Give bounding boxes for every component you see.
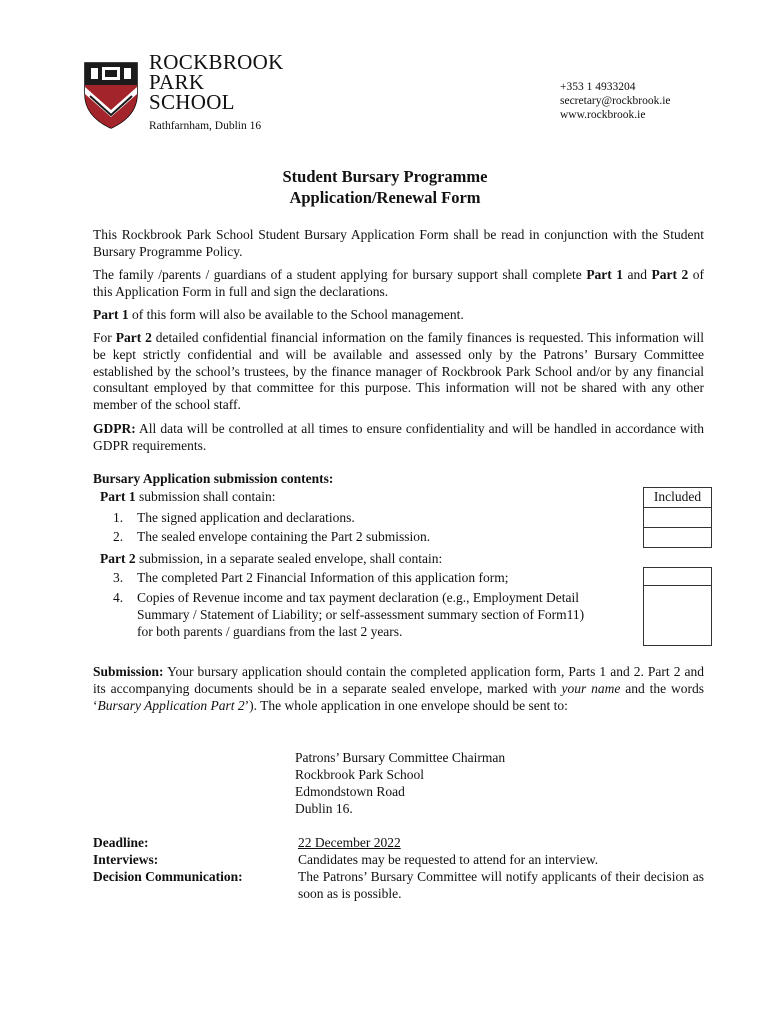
text-span: The family /parents / guardians of a student applying for bursary support shall complete bbox=[93, 267, 587, 282]
part2-ref: Part 2 bbox=[115, 330, 152, 345]
item-4-number: 4. bbox=[113, 590, 124, 605]
item-1-text: The signed application and declarations. bbox=[137, 510, 355, 525]
item-4-line2: Summary / Statement of Liability; or self-assessment summary section of Form11) bbox=[137, 607, 585, 622]
interviews-value: Candidates may be requested to attend for an interview. bbox=[298, 852, 599, 867]
school-crest-logo bbox=[82, 60, 140, 130]
text-span: detailed confidential financial information on the family finances is requested. This information will be kept strictly confidential and will be available and assessed only by the Patrons’ Bursary Committee established by the school’s trustees, by the finance manager of Rockbrook Park School and/or by any financial consultant employed by that committee for this purpose. This information will not be shared with any other member of the school staff. bbox=[93, 330, 704, 413]
school-name-line2: PARK bbox=[149, 70, 205, 94]
decision-label: Decision Communication: bbox=[93, 869, 243, 884]
mailing-address bbox=[295, 749, 505, 817]
contact-block bbox=[560, 80, 671, 122]
school-name-line3: SCHOOL bbox=[149, 90, 235, 114]
text-span: submission, in a separate sealed envelope, shall contain: bbox=[135, 551, 443, 566]
part1-ref: Part 1 bbox=[586, 267, 624, 282]
italic-span: your name bbox=[561, 680, 621, 696]
included-header: Included bbox=[643, 487, 712, 508]
address-line3: Edmondstown Road bbox=[295, 784, 405, 799]
address-line2: Rockbrook Park School bbox=[295, 767, 424, 782]
email-address[interactable]: secretary@rockbrook.ie bbox=[560, 95, 671, 107]
item-3-checkbox[interactable] bbox=[643, 567, 712, 586]
item-4-line1: Copies of Revenue income and tax payment declaration (e.g., Employment Detail bbox=[137, 590, 579, 605]
part2-heading bbox=[100, 551, 442, 568]
text-span: All data will be controlled at all times to ensure confidentiality and will be handled in accordance with GDPR requirements. bbox=[93, 421, 704, 453]
school-name-line1: ROCKBROOK bbox=[149, 50, 284, 74]
text-span: and bbox=[623, 267, 652, 282]
deadline-label: Deadline: bbox=[93, 835, 149, 850]
gdpr-label: GDPR: bbox=[93, 421, 136, 436]
phone-number: +353 1 4933204 bbox=[560, 81, 636, 93]
item-2-checkbox[interactable] bbox=[643, 527, 712, 548]
school-location: Rathfarnham, Dublin 16 bbox=[149, 120, 262, 132]
deadline-value: 22 December 2022 bbox=[298, 835, 401, 850]
intro-paragraph-2 bbox=[93, 267, 704, 301]
text-span: of this form will also be available to the School management. bbox=[128, 307, 464, 322]
item-3-text: The completed Part 2 Financial Information of this application form; bbox=[137, 570, 509, 585]
intro-paragraph-4 bbox=[93, 330, 704, 414]
part1-ref: Part 1 bbox=[93, 307, 129, 322]
part2-ref: Part 2 bbox=[651, 267, 689, 282]
intro-paragraph-3 bbox=[93, 307, 704, 324]
part2-label: Part 2 bbox=[100, 551, 136, 566]
item-1-number: 1. bbox=[113, 510, 124, 525]
item-2-number: 2. bbox=[113, 529, 124, 544]
item-4-checkbox[interactable] bbox=[643, 585, 712, 646]
submission-paragraph bbox=[93, 664, 704, 714]
part1-heading bbox=[100, 489, 275, 506]
intro-paragraph-1: This Rockbrook Park School Student Bursary Application Form shall be read in conjunction with the Student Bursary Programme Policy. bbox=[93, 227, 704, 259]
interviews-label: Interviews: bbox=[93, 852, 159, 867]
item-1-checkbox[interactable] bbox=[643, 507, 712, 528]
school-name bbox=[149, 52, 284, 112]
italic-span: Bursary Application Part 2 bbox=[97, 697, 245, 713]
text-span: and the words ‘ bbox=[93, 680, 705, 713]
text-span: ’). The whole application in one envelope should be sent to: bbox=[244, 697, 568, 713]
part1-label: Part 1 bbox=[100, 489, 136, 504]
form-title bbox=[0, 166, 770, 208]
website-link[interactable]: www.rockbrook.ie bbox=[560, 109, 646, 121]
text-span: Your bursary application should contain the completed application form, Parts 1 and 2. Part 2 and its accompanying documents should be in a separate sealed envelope, marked with bbox=[93, 664, 704, 696]
text-span: submission shall contain: bbox=[135, 489, 276, 504]
submission-label: Submission: bbox=[93, 664, 164, 679]
item-4-line3: for both parents / guardians from the last 2 years. bbox=[137, 624, 403, 639]
title-line1: Student Bursary Programme bbox=[282, 167, 488, 186]
item-3-number: 3. bbox=[113, 570, 124, 585]
item-2-text: The sealed envelope containing the Part 2 submission. bbox=[137, 529, 431, 544]
address-line1: Patrons’ Bursary Committee Chairman bbox=[295, 750, 506, 765]
gdpr-paragraph bbox=[93, 421, 704, 455]
address-line4: Dublin 16. bbox=[295, 801, 353, 816]
title-line2: Application/Renewal Form bbox=[289, 188, 481, 207]
text-span: For bbox=[93, 330, 116, 345]
decision-value: The Patrons’ Bursary Committee will notify applicants of their decision as soon as is possible. bbox=[298, 869, 704, 901]
contents-heading: Bursary Application submission contents: bbox=[93, 471, 334, 486]
text-span: of this Application Form in full and sign the declarations. bbox=[93, 267, 705, 299]
